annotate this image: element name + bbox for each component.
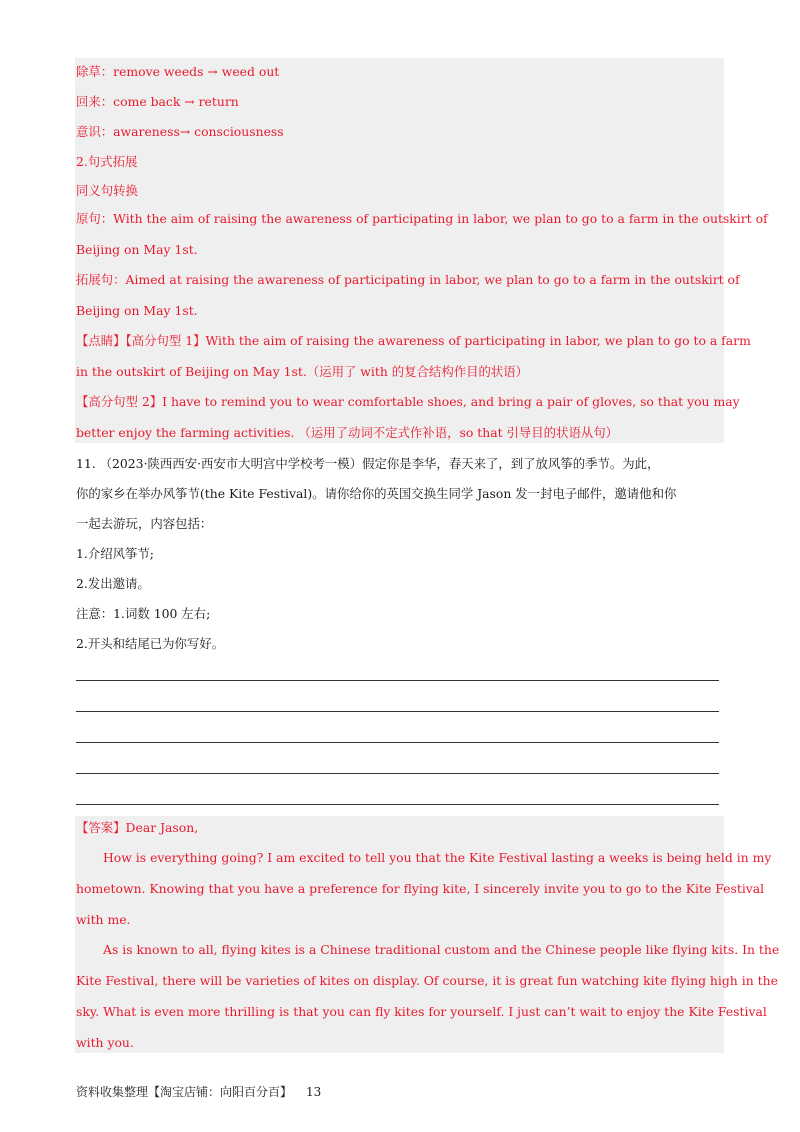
note-line-1: 注意：1.词数 100 左右;: [76, 606, 211, 621]
vocab-line-1: 除草：remove weeds → weed out: [76, 64, 280, 79]
note-line-2: 2.开头和结尾已为你写好。: [76, 636, 225, 651]
answer-greeting: 【答案】Dear Jason,: [76, 820, 199, 835]
question-line-1: 11. （2023·陕西西安·西安市大明宫中学校考一模）假定你是李华，春天来了，到了放风筝的季节。为此，: [76, 456, 660, 471]
writing-line: [76, 742, 719, 743]
requirement-1: 1.介绍风筝节;: [76, 546, 154, 561]
answer-paragraph-2-line-4: with you.: [76, 1035, 134, 1050]
page-number: 13: [306, 1085, 322, 1099]
section-heading: 2.句式拓展: [76, 154, 138, 169]
highlight-line-1: 【点睛】【高分句型 1】With the aim of raising the awareness of participating in labor, we plan to go to a farm: [76, 333, 751, 348]
answer-paragraph-2-line-1: As is known to all, flying kites is a Chinese traditional custom and the Chinese people like flying kits. In the: [103, 942, 780, 957]
footer-source: 资料收集整理【淘宝店铺：向阳百分百】: [76, 1085, 293, 1099]
writing-line: [76, 680, 719, 681]
vocab-line-2: 回来：come back → return: [76, 94, 239, 109]
requirement-2: 2.发出邀请。: [76, 576, 150, 591]
answer-paragraph-1-line-2: hometown. Knowing that you have a preference for flying kite, I sincerely invite you to go to the Kite Festival: [76, 881, 765, 896]
question-line-3: 一起去游玩，内容包括：: [76, 516, 213, 531]
writing-line: [76, 773, 719, 774]
question-line-2: 你的家乡在举办风筝节(the Kite Festival)。请你给你的英国交换生同学 Jason 发一封电子邮件，邀请他和你: [76, 486, 677, 501]
subsection-heading: 同义句转换: [76, 183, 138, 198]
extended-sentence-line-1: 拓展句：Aimed at raising the awareness of participating in labor, we plan to go to a farm in the outskirt of: [76, 272, 740, 287]
answer-paragraph-1-line-1: How is everything going? I am excited to tell you that the Kite Festival lasting a weeks is being held in my: [103, 850, 772, 865]
writing-line: [76, 711, 719, 712]
highlight-line-4: better enjoy the farming activities. （运用了动词不定式作补语，so that 引导目的状语从句）: [76, 425, 619, 440]
vocab-line-3: 意识：awareness→ consciousness: [76, 124, 284, 139]
original-sentence-line-1: 原句：With the aim of raising the awareness of participating in labor, we plan to go to a farm in the outskirt of: [76, 211, 768, 226]
answer-paragraph-1-line-3: with me.: [76, 912, 131, 927]
original-sentence-line-2: Beijing on May 1st.: [76, 242, 198, 257]
highlight-line-2: in the outskirt of Beijing on May 1st.（运用了 with 的复合结构作目的状语）: [76, 364, 529, 379]
highlight-line-3: 【高分句型 2】I have to remind you to wear comfortable shoes, and bring a pair of gloves, so that you may: [76, 394, 740, 409]
answer-paragraph-2-line-2: Kite Festival, there will be varieties of kites on display. Of course, it is great fun watching kite flying high in the: [76, 973, 778, 988]
writing-line: [76, 804, 719, 805]
extended-sentence-line-2: Beijing on May 1st.: [76, 303, 198, 318]
page-footer: [76, 1083, 321, 1100]
answer-paragraph-2-line-3: sky. What is even more thrilling is that you can fly kites for yourself. I just can’t wait to enjoy the Kite Festival: [76, 1004, 767, 1019]
